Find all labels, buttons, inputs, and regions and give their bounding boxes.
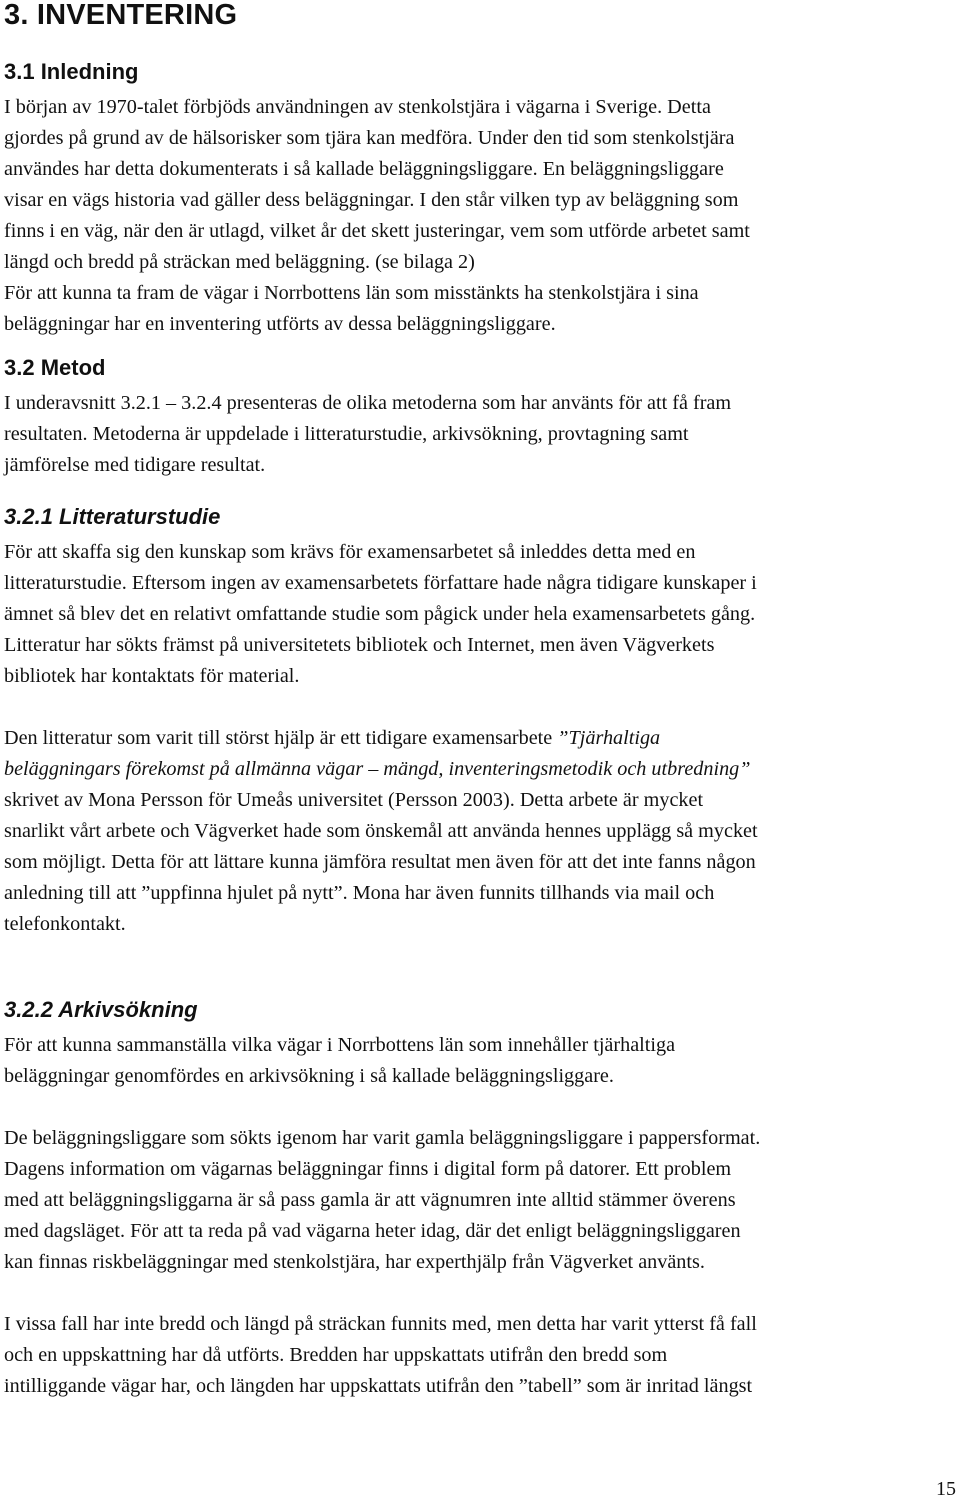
text-line: visar en vägs historia vad gäller dess beläggningar. I den står vilken typ av beläggning som [4, 189, 739, 211]
text-line: med dagsläget. För att ta reda på vad vägarna heter idag, där det enligt beläggningsliggaren [4, 1220, 741, 1242]
paragraph-inledning [4, 92, 939, 340]
thesis-title-end: beläggningars förekomst på allmänna vägar – mängd, inventeringsmetodik och utbredning” [4, 758, 751, 780]
text-line [4, 727, 660, 749]
text-line: För att skaffa sig den kunskap som krävs för examensarbetet så inleddes detta med en [4, 541, 696, 563]
subsection-heading-arkivsokning: 3.2.2 Arkivsökning [4, 997, 198, 1022]
text-line: anledning till att ”uppfinna hjulet på nytt”. Mona har även funnits tillhands via mail och [4, 882, 715, 904]
paragraph-arkivsokning-2 [4, 1123, 939, 1278]
text-line: beläggningar genomfördes en arkivsökning i så kallade beläggningsliggare. [4, 1065, 614, 1087]
text-line: gjordes på grund av de hälsorisker som tjära kan medföra. Under den tid som stenkolstjära [4, 127, 735, 149]
text-line: I vissa fall har inte bredd och längd på sträckan funnits med, men detta har varit ytterst få fall [4, 1313, 757, 1335]
paragraph-litteraturstudie-2 [4, 723, 939, 940]
section-heading-metod: 3.2 Metod [4, 355, 106, 380]
subsection-heading-litteraturstudie: 3.2.1 Litteraturstudie [4, 504, 221, 529]
text-line: För att kunna sammanställa vilka vägar i Norrbottens län som innehåller tjärhaltiga [4, 1034, 676, 1056]
paragraph-litteraturstudie-1 [4, 537, 939, 692]
text-line: längd och bredd på sträckan med beläggning. (se bilaga 2) [4, 251, 475, 273]
text-line: skrivet av Mona Persson för Umeås universitet (Persson 2003). Detta arbete är mycket [4, 789, 704, 811]
text-line: ämnet så blev det en relativt omfattande studie som pågick under hela examensarbetets gång. [4, 603, 756, 625]
document-page [4, 0, 939, 1402]
text-line: bibliotek har kontaktats för material. [4, 665, 300, 687]
paragraph-arkivsokning-3 [4, 1309, 939, 1402]
text-line: snarlikt vårt arbete och Vägverket hade som önskemål att använda hennes upplägg så mycket [4, 820, 758, 842]
text-fragment: Den litteratur som varit till störst hjälp är ett tidigare examensarbete [4, 727, 558, 749]
text-line: jämförelse med tidigare resultat. [4, 454, 266, 476]
paragraph-arkivsokning-1 [4, 1030, 939, 1092]
thesis-title-start: ”Tjärhaltiga [557, 727, 661, 749]
text-line: kan finnas riskbeläggningar med stenkolstjära, har experthjälp från Vägverket använts. [4, 1251, 705, 1273]
text-line: De beläggningsliggare som sökts igenom har varit gamla beläggningsliggare i pappersformat. [4, 1127, 761, 1149]
text-line: med att beläggningsliggarna är så pass gamla är att vägnumren inte alltid stämmer överens [4, 1189, 736, 1211]
section-heading-inledning: 3.1 Inledning [4, 59, 139, 84]
page-number: 15 [936, 1478, 956, 1500]
text-line: Litteratur har sökts främst på universitetets bibliotek och Internet, men även Vägverkets [4, 634, 715, 656]
text-line: I början av 1970-talet förbjöds användningen av stenkolstjära i vägarna i Sverige. Detta [4, 96, 711, 118]
text-line: användes har detta dokumenterats i så kallade beläggningsliggare. En beläggningsliggare [4, 158, 724, 180]
paragraph-metod [4, 388, 939, 481]
text-line: Dagens information om vägarnas beläggningar finns i digital form på datorer. Ett problem [4, 1158, 732, 1180]
text-line: som möjligt. Detta för att lättare kunna jämföra resultat men även för att det inte fanns någon [4, 851, 756, 873]
text-line: litteraturstudie. Eftersom ingen av examensarbetets författare hade några tidigare kunskaper i [4, 572, 757, 594]
text-line: telefonkontakt. [4, 913, 126, 935]
text-line: För att kunna ta fram de vägar i Norrbottens län som misstänkts ha stenkolstjära i sina [4, 282, 699, 304]
text-line: och en uppskattning har då utförts. Bredden har uppskattats utifrån den bredd som [4, 1344, 668, 1366]
text-line: beläggningar har en inventering utförts av dessa beläggningsliggare. [4, 313, 556, 335]
text-line: finns i en väg, när den är utlagd, vilket år det skett justeringar, vem som utförde arbetet samt [4, 220, 750, 242]
chapter-title: 3. INVENTERING [4, 0, 238, 31]
text-line: intilliggande vägar har, och längden har uppskattats utifrån den ”tabell” som är inritad längst [4, 1375, 753, 1397]
text-line: I underavsnitt 3.2.1 – 3.2.4 presenteras de olika metoderna som har använts för att få fram [4, 392, 732, 414]
text-line: resultaten. Metoderna är uppdelade i litteraturstudie, arkivsökning, provtagning samt [4, 423, 689, 445]
